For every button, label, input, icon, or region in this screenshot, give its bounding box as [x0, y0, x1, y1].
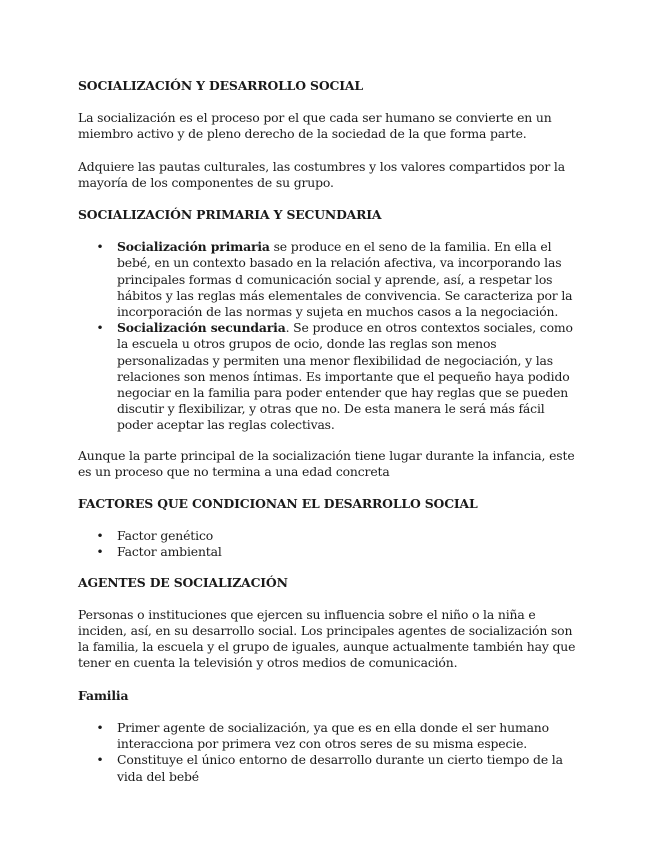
bullet-icon: • [96, 528, 104, 544]
bullet-icon: • [96, 719, 104, 735]
section-heading-agentes: AGENTES DE SOCIALIZACIÓN [78, 574, 288, 590]
term-secundaria: Socialización secundaria [117, 320, 286, 336]
factores-list [78, 528, 583, 560]
bullet-icon: • [96, 239, 104, 255]
factor-ambiental: Factor ambiental [117, 544, 222, 560]
list-item-familia-2 [78, 752, 583, 784]
familia-list [78, 720, 583, 785]
bullet-icon: • [96, 544, 104, 560]
document-page [78, 78, 583, 799]
agentes-paragraph: Personas o instituciones que ejercen su influencia sobre el niño o la niña e inciden, así, en su desarrollo social. Los principales agentes de socialización son la familia, la escuela y el grupo de iguales, aunque actualmente también hay que tener en cuenta la televisión y otros medios de comunicación. [78, 606, 576, 671]
section-heading-familia: Familia [78, 687, 129, 703]
intro-paragraph-1: La socialización es el proceso por el que cada ser humano se convierte en un miembro activo y de pleno derecho de la sociedad de la que forma parte. [78, 110, 552, 142]
intro-paragraph-2: Adquiere las pautas culturales, las costumbres y los valores compartidos por la mayoría de los componentes de su grupo. [78, 158, 565, 190]
bullet-icon: • [96, 320, 104, 336]
text-secundaria: . Se produce en otros contextos sociales, como la escuela u otros grupos de ocio, donde las reglas son menos personalizadas y permiten una menor flexibilidad de negociación, y las relaciones son menos íntimas. Es importante que el pequeño haya podido negociar en la familia para poder entender que hay reglas que se pueden discutir y flexibilizar, y otras que no. De esta manera le será más fácil poder aceptar las reglas colectivas. [117, 320, 573, 433]
text-primaria: se produce en el seno de la familia. En ella el bebé, en un contexto basado en la relación afectiva, va incorporando las principales formas d comunicación social y aprende, así, a respetar los hábitos y las reglas más elementales de convivencia. Se caracteriza por la incorporación de las normas y sujeta en muchos casos a la negociación. [117, 239, 573, 320]
list-item-familia-1 [78, 720, 583, 752]
document-title: SOCIALIZACIÓN Y DESARROLLO SOCIAL [78, 78, 363, 93]
socializacion-list [78, 239, 583, 433]
term-primaria: Socialización primaria [117, 239, 270, 255]
bullet-icon: • [96, 752, 104, 768]
section-heading-factores: FACTORES QUE CONDICIONAN EL DESARROLLO SOCIAL [78, 496, 478, 512]
list-item-secundaria [78, 320, 583, 433]
list-item-factor-genetico [78, 528, 583, 544]
familia-item-2: Constituye el único entorno de desarrollo durante un cierto tiempo de la vida del bebé [117, 752, 563, 784]
list-item-primaria [78, 239, 583, 320]
familia-item-1: Primer agente de socialización, ya que es en ella donde el ser humano interacciona por primera vez con otros seres de su misma especie. [117, 719, 549, 752]
section-heading-socializacion: SOCIALIZACIÓN PRIMARIA Y SECUNDARIA [78, 207, 382, 223]
closing-paragraph: Aunque la parte principal de la socialización tiene lugar durante la infancia, este es un proceso que no termina a una edad concreta [78, 447, 575, 479]
factor-genetico: Factor genético [117, 528, 214, 544]
list-item-factor-ambiental [78, 544, 583, 560]
